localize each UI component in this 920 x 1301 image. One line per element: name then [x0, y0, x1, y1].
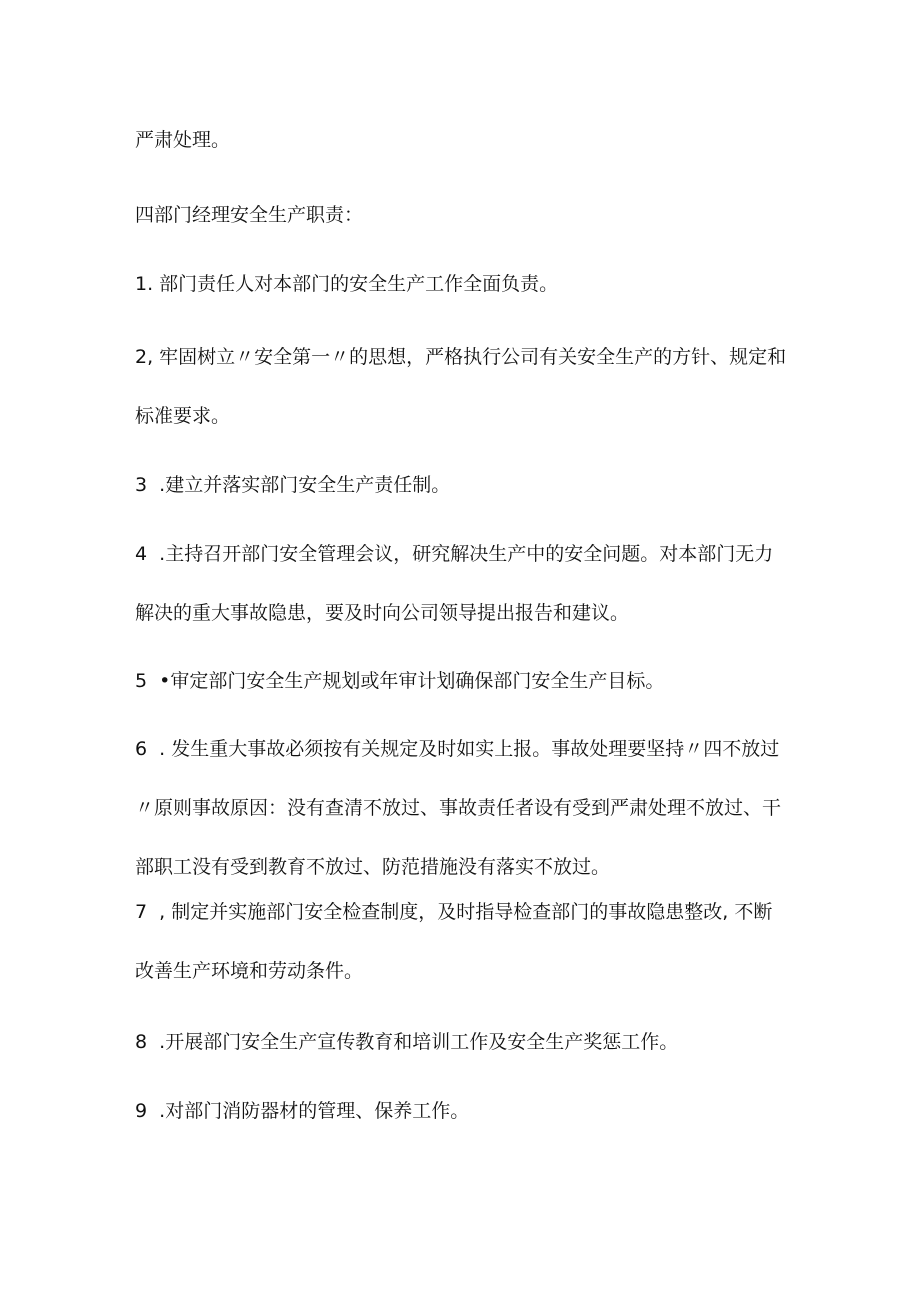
duty-item-8: 8 .开展部门安全生产宣传教育和培训工作及安全生产奖惩工作。	[135, 1031, 679, 1053]
paragraph-serious-handling: 严肃处理。	[135, 129, 231, 151]
duty-item-5: 5 •审定部门安全生产规划或年审计划确保部门安全生产目标。	[135, 670, 665, 692]
duty-item-1: 1. 部门责任人对本部门的安全生产工作全面负责。	[135, 273, 559, 295]
section-heading-dept-manager-duties: 四部门经理安全生产职责：	[135, 204, 364, 226]
duty-item-2: 2, 牢固树立〃安全第一〃的思想，严格执行公司有关安全生产的方针、规定和标准要求。	[135, 346, 787, 427]
duty-item-7: 7 , 制定并实施部门安全检查制度，及时指导检查部门的事故隐患整改, 不断改善生产环境和劳动条件。	[135, 901, 773, 982]
duty-item-9: 9 .对部门消防器材的管理、保养工作。	[135, 1100, 470, 1122]
duty-item-6: 6 . 发生重大事故必须按有关规定及时如实上报。事故处理要坚持〃四不放过〃原则事故原因：没有查清不放过、事故责任者设有受到严肃处理不放过、干部职工没有受到教育不放过、防范措施没有落实不放过。	[135, 738, 782, 878]
duty-item-4: 4 .主持召开部门安全管理会议，研究解决生产中的安全问题。对本部门无力解决的重大事故隐患，要及时向公司领导提出报告和建议。	[135, 543, 774, 624]
duty-item-3: 3 .建立并落实部门安全生产责任制。	[135, 474, 451, 496]
